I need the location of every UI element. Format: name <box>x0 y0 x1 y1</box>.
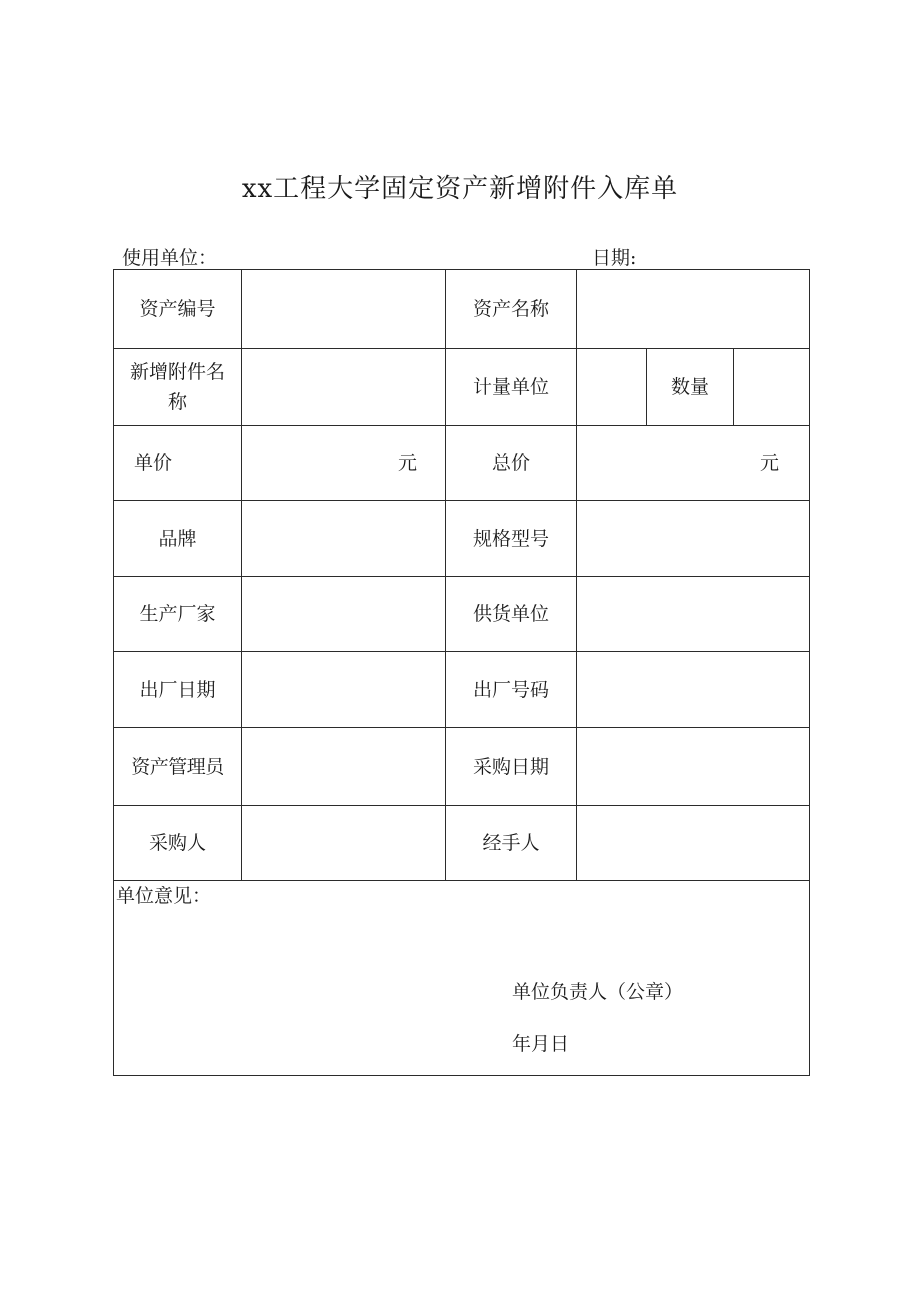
attachment-name-label: 新增附件名称 <box>114 349 242 426</box>
total-price-field[interactable]: 元 <box>577 426 810 501</box>
supplier-label: 供货单位 <box>446 577 577 652</box>
brand-field[interactable] <box>242 501 446 577</box>
brand-label: 品牌 <box>114 501 242 577</box>
page-title: xx工程大学固定资产新增附件入库单 <box>241 174 679 204</box>
asset-no-label: 资产编号 <box>114 270 242 349</box>
form-row-manufacturer <box>114 577 810 652</box>
unit-price-field[interactable]: 元 <box>242 426 446 501</box>
asset-no-field[interactable] <box>242 270 446 349</box>
measure-unit-label: 计量单位 <box>446 349 577 426</box>
purchaser-label: 采购人 <box>114 806 242 881</box>
factory-no-label: 出厂号码 <box>446 652 577 728</box>
unit-head-seal-label: 单位负责人（公章） <box>512 981 684 1003</box>
date-label: 日期: <box>592 247 637 269</box>
form-row-purchaser <box>114 806 810 881</box>
form-row-price <box>114 426 810 501</box>
purchaser-field[interactable] <box>242 806 446 881</box>
asset-name-field[interactable] <box>577 270 810 349</box>
attachment-name-field[interactable] <box>242 349 446 426</box>
unit-opinion-area[interactable] <box>114 881 810 1076</box>
supplier-field[interactable] <box>577 577 810 652</box>
manufacturer-label: 生产厂家 <box>114 577 242 652</box>
total-price-label: 总价 <box>446 426 577 501</box>
purchase-date-label: 采购日期 <box>446 728 577 806</box>
factory-no-field[interactable] <box>577 652 810 728</box>
quantity-field[interactable] <box>734 349 810 426</box>
user-unit-label: 使用单位： <box>122 247 218 269</box>
form-row-factory <box>114 652 810 728</box>
purchase-date-field[interactable] <box>577 728 810 806</box>
asset-manager-field[interactable] <box>242 728 446 806</box>
form-row-attachment <box>114 349 810 426</box>
form-row-asset <box>114 270 810 349</box>
asset-entry-form <box>113 269 810 1076</box>
spec-model-field[interactable] <box>577 501 810 577</box>
opinion-date-label: 年月日 <box>512 1033 570 1055</box>
unit-price-label: 单价 <box>114 426 242 501</box>
form-row-manager <box>114 728 810 806</box>
asset-name-label: 资产名称 <box>446 270 577 349</box>
handler-label: 经手人 <box>446 806 577 881</box>
manufacturer-field[interactable] <box>242 577 446 652</box>
factory-date-label: 出厂日期 <box>114 652 242 728</box>
form-row-opinion <box>114 881 810 1076</box>
spec-model-label: 规格型号 <box>446 501 577 577</box>
asset-manager-label: 资产管理员 <box>114 728 242 806</box>
form-row-brand <box>114 501 810 577</box>
measure-unit-field[interactable] <box>577 349 647 426</box>
quantity-label: 数量 <box>647 349 734 426</box>
handler-field[interactable] <box>577 806 810 881</box>
unit-opinion-label: 单位意见： <box>116 885 212 907</box>
factory-date-field[interactable] <box>242 652 446 728</box>
